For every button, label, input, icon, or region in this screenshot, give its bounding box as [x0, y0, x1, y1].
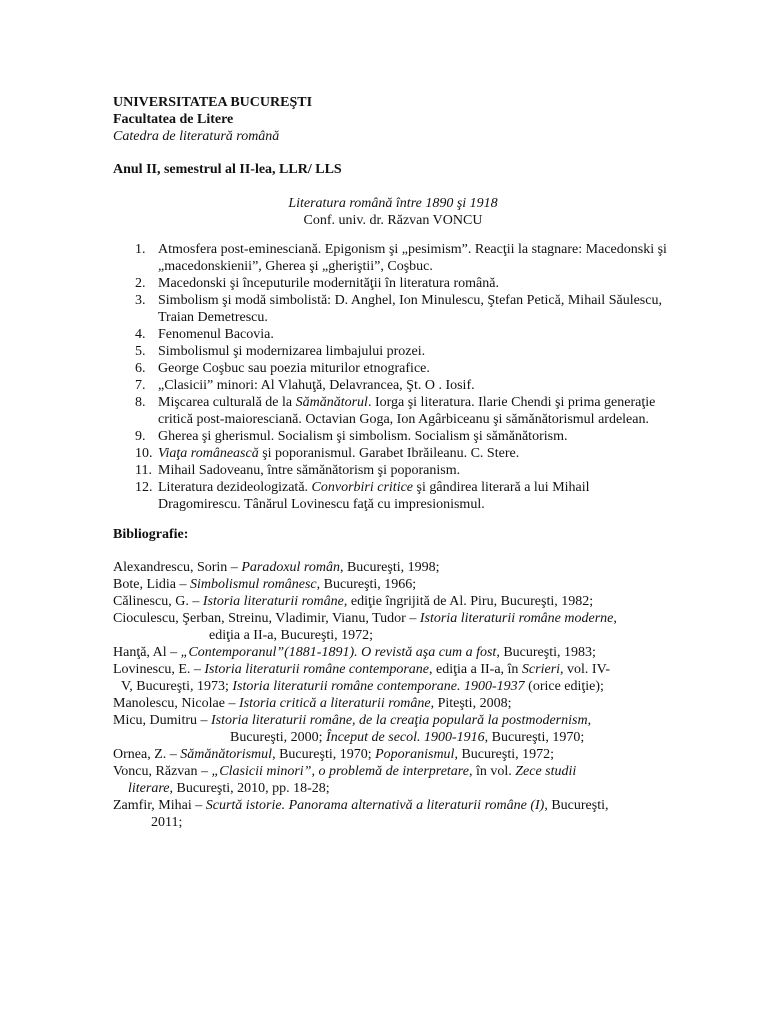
- bibliography-entry: Călinescu, G. – Istoria literaturii române, ediţie îngrijită de Al. Piru, Bucureşti, 1982;: [113, 594, 594, 609]
- course-teacher: Conf. univ. dr. Răzvan VONCU: [303, 213, 483, 228]
- bibliography-entry: Alexandrescu, Sorin – Paradoxul român, Bucureşti, 1998;: [113, 560, 440, 575]
- bibliography-entry: Voncu, Răzvan – „Clasicii minori”, o problemă de interpretare, în vol. Zece studii literare, Bucureşti, 2010, pp. 18-28;: [113, 764, 577, 796]
- bibliography-entry: Cioculescu, Şerban, Streinu, Vladimir, Vianu, Tudor – Istoria literaturii române moderne, ediţia a II-a, Bucureşti, 1972;: [113, 611, 617, 643]
- bibliography-entry: Lovinescu, E. – Istoria literaturii române contemporane, ediţia a II-a, în Scrieri, vol. IV- V, Bucureşti, 1973; Istoria literaturii române contemporane. 1900-1937 (orice ediţie);: [113, 662, 611, 694]
- topic-item: 12. Literatura dezideologizată. Convorbiri critice şi gândirea literară a lui Mihail Dragomirescu. Tânărul Lovinescu faţă cu impresionismul.: [135, 480, 590, 512]
- bibliography-entry: Hanţă, Al – „Contemporanul”(1881-1891). O revistă aşa cum a fost, Bucureşti, 1983;: [113, 645, 596, 660]
- bibliography-entry: Micu, Dumitru – Istoria literaturii române, de la creaţia populară la postmodernism, Bucureşti, 2000; Început de secol. 1900-1916, Bucureşti, 1970;: [113, 713, 592, 745]
- course-heading: [113, 195, 673, 229]
- bibliography-entry: Zamfir, Mihai – Scurtă istorie. Panorama alternativă a literaturii române (I), Bucureşti, 2011;: [113, 798, 609, 830]
- faculty-name: Facultatea de Litere: [113, 112, 234, 127]
- bibliography-list: [113, 559, 673, 831]
- topic-item: 10. Viaţa românească şi poporanismul. Garabet Ibrăileanu. C. Stere.: [135, 446, 520, 461]
- bibliography-entry: Bote, Lidia – Simbolismul românesc, Bucureşti, 1966;: [113, 577, 417, 592]
- topic-item: 7. „Clasicii” minori: Al Vlahuţă, Delavrancea, Şt. O . Iosif.: [135, 378, 475, 393]
- topic-item: 9. Gherea şi gherismul. Socialism şi simbolism. Socialism şi sămănătorism.: [135, 429, 568, 444]
- bibliography-title: Bibliografie:: [113, 527, 189, 542]
- topic-item: 4. Fenomenul Bacovia.: [135, 327, 274, 342]
- bibliography-entry: Ornea, Z. – Sămănătorismul, Bucureşti, 1970; Poporanismul, Bucureşti, 1972;: [113, 747, 554, 762]
- topics-list: [113, 241, 673, 513]
- topic-item: 1. Atmosfera post-eminesciană. Epigonism şi „pesimism”. Reacţii la stagnare: Macedonski şi „macedonskienii”, Gherea şi „gheriştii”, Coşbuc.: [135, 242, 667, 274]
- topic-item: 11. Mihail Sadoveanu, între sămănătorism şi poporanism.: [135, 463, 461, 478]
- department-name: Catedra de literatură română: [113, 129, 280, 144]
- topic-item: 8. Mişcarea culturală de la Sămănătorul. Iorga şi literatura. Ilarie Chendi şi prima generaţie critică post-maioresciană. Octavian Goga, Ion Agârbiceanu şi sămănătorismul ardelean.: [135, 395, 656, 427]
- document-header: [113, 94, 673, 145]
- university-name: UNIVERSITATEA BUCUREŞTI: [113, 95, 313, 110]
- year-semester: Anul II, semestrul al II-lea, LLR/ LLS: [113, 162, 342, 177]
- topic-item: 5. Simbolismul şi modernizarea limbajului prozei.: [135, 344, 426, 359]
- topic-item: 2. Macedonski şi începuturile modernităţii în literatura română.: [135, 276, 499, 291]
- course-title: Literatura română între 1890 şi 1918: [288, 196, 498, 211]
- topic-item: 3. Simbolism şi modă simbolistă: D. Anghel, Ion Minulescu, Ştefan Petică, Mihail Săulescu, Traian Demetrescu.: [135, 293, 662, 325]
- topic-item: 6. George Coşbuc sau poezia miturilor etnografice.: [135, 361, 430, 376]
- document-page: [113, 94, 673, 831]
- bibliography-entry: Manolescu, Nicolae – Istoria critică a literaturii române, Piteşti, 2008;: [113, 696, 512, 711]
